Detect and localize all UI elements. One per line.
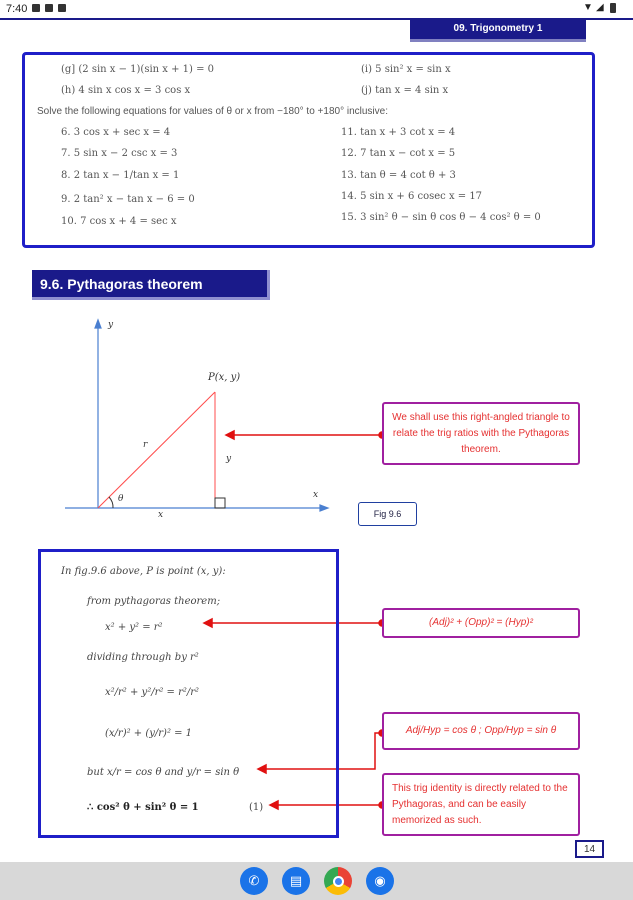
exercise-item: 7. 5 sin x − 2 csc x = 3 <box>61 148 178 159</box>
taskbar <box>0 862 633 900</box>
exercise-g: (g] (2 sin x − 1)(sin x + 1) = 0 <box>61 64 215 75</box>
instruction: Solve the following equations for values of θ or x from −180° to +180° inclusive: <box>37 106 388 117</box>
exercise-item: 8. 2 tan x − 1/tan x = 1 <box>61 170 180 181</box>
callout-ratios: Adj/Hyp = cos θ ; Opp/Hyp = sin θ <box>382 712 580 750</box>
derivation-line: (x/r)² + (y/r)² = 1 <box>105 728 193 739</box>
adjacent-label: x <box>158 510 164 520</box>
identity-result: ∴ cos² θ + sin² θ = 1 <box>87 802 199 813</box>
messages-icon[interactable]: ▤ <box>282 867 310 895</box>
exercise-item: 15. 3 sin² θ − sin θ cos θ − 4 cos² θ = 0 <box>341 212 541 223</box>
derivation-line: but x/r = cos θ and y/r = sin θ <box>87 767 240 778</box>
right-angle-marker <box>215 498 225 508</box>
derivation-box <box>38 549 339 838</box>
exercise-i: (i) 5 sin² x = sin x <box>361 64 451 75</box>
derivation-line: from pythagoras theorem; <box>87 596 221 607</box>
camera-icon[interactable]: ◉ <box>366 867 394 895</box>
chrome-icon[interactable] <box>324 867 352 895</box>
callout-pythagoras: (Adj)² + (Opp)² = (Hyp)² <box>382 608 580 638</box>
point-p-label: P(x, y) <box>208 372 241 383</box>
status-time: 7:40 <box>6 3 28 15</box>
equation-number: (1) <box>249 802 264 813</box>
angle-arc <box>109 497 113 508</box>
theta-label: θ <box>118 494 124 504</box>
exercise-item: 10. 7 cos x + 4 = sec x <box>61 216 177 227</box>
exercise-item: 12. 7 tan x − cot x = 5 <box>341 148 456 159</box>
wifi-icon: ▼ <box>583 2 593 13</box>
exercise-j: (j) tan x = 4 sin x <box>361 85 449 96</box>
exercise-h: (h) 4 sin x cos x = 3 cos x <box>61 85 191 96</box>
figure-caption: Fig 9.6 <box>358 502 417 526</box>
derivation-line: In fig.9.6 above, P is point (x, y): <box>61 566 226 577</box>
exercise-item: 6. 3 cos x + sec x = 4 <box>61 127 171 138</box>
page-number: 14 <box>575 840 604 858</box>
opposite-label: y <box>226 454 232 464</box>
exercise-item: 9. 2 tan² x − tan x − 6 = 0 <box>61 194 195 205</box>
exercise-item: 13. tan θ = 4 cot θ + 3 <box>341 170 456 181</box>
x-axis-arrow <box>320 505 328 511</box>
y-axis-label: y <box>108 320 114 330</box>
x-axis-label: x <box>313 490 319 500</box>
callout-identity: This trig identity is directly related to the Pythagoras, and can be easily memorized as such. <box>382 773 580 836</box>
signal-icon: ◢ <box>596 2 604 13</box>
section-heading: 9.6. Pythagoras theorem <box>32 270 270 300</box>
hypotenuse <box>98 392 215 508</box>
exercise-item: 14. 5 sin x + 6 cosec x = 17 <box>341 191 483 202</box>
chapter-header: 09. Trigonometry 1 <box>410 18 586 42</box>
y-axis-arrow <box>95 320 101 328</box>
derivation-line: x²/r² + y²/r² = r²/r² <box>105 687 200 698</box>
callout-triangle: We shall use this right-angled triangle to relate the trig ratios with the Pythagoras theorem. <box>382 402 580 465</box>
exercise-item: 11. tan x + 3 cot x = 4 <box>341 127 456 138</box>
hypotenuse-label: r <box>143 440 148 450</box>
phone-icon[interactable]: ✆ <box>240 867 268 895</box>
derivation-line: x² + y² = r² <box>105 622 163 633</box>
derivation-line: dividing through by r² <box>87 652 199 663</box>
